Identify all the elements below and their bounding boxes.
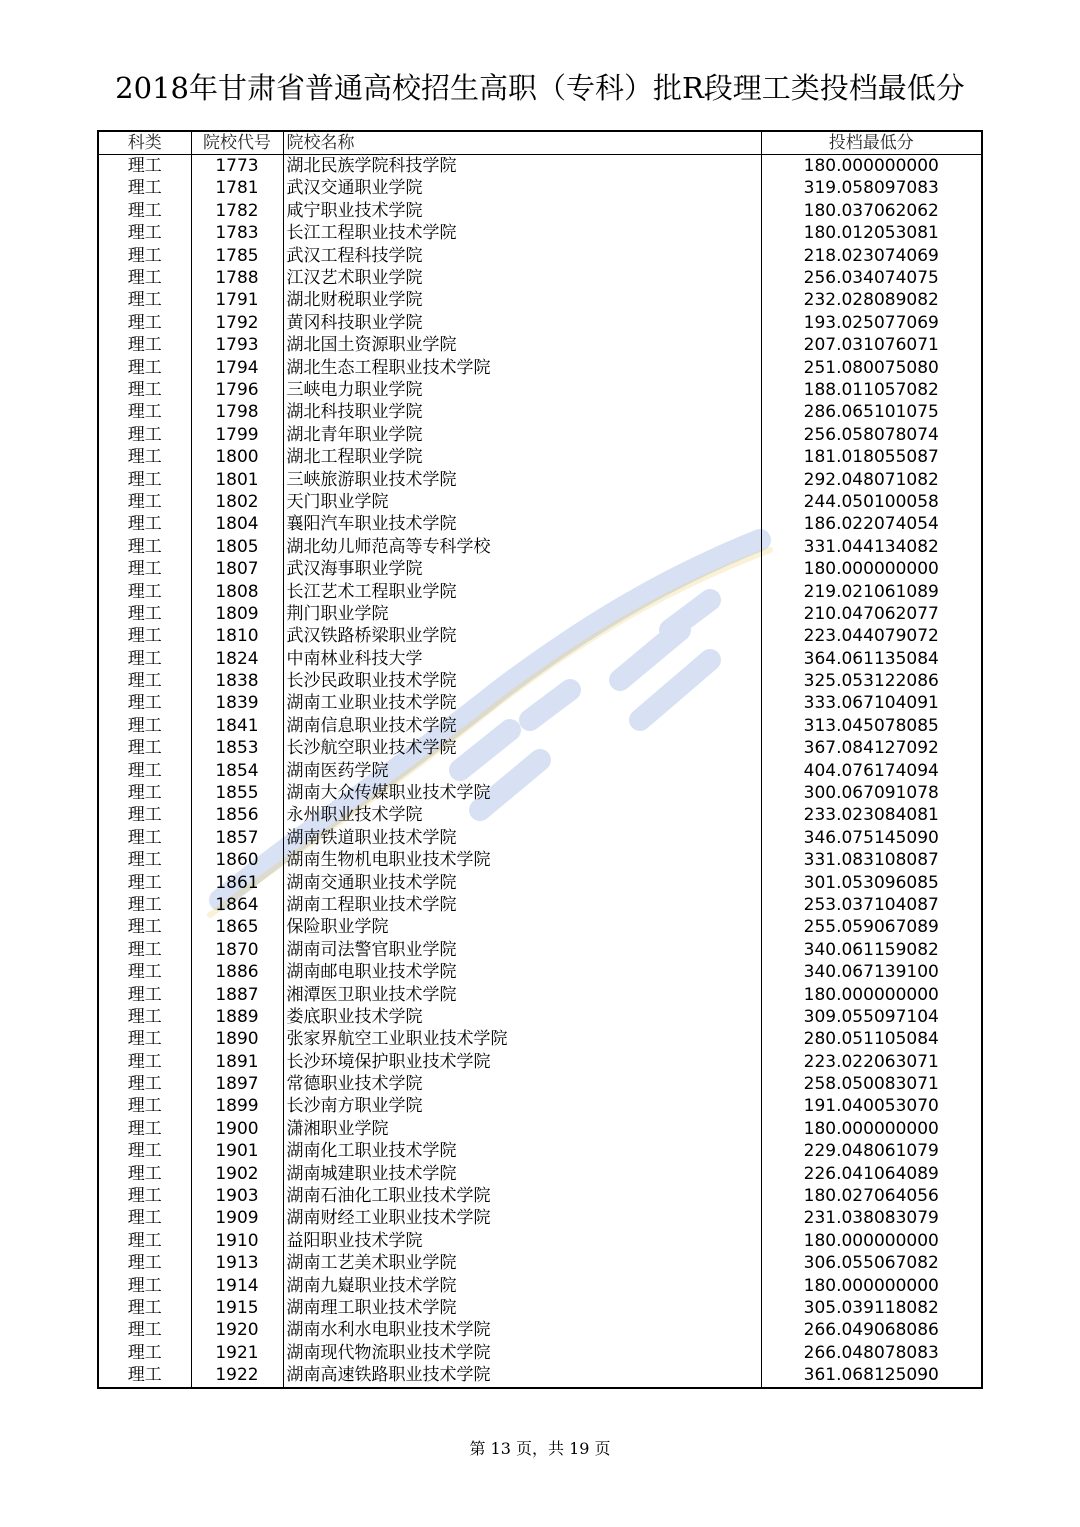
min-score-cell: 325.053122086 [761,670,982,692]
category-cell: 理工 [98,155,191,178]
code-cell: 1773 [191,155,283,178]
table-row [98,1230,982,1252]
table-row [98,872,982,894]
school-name-cell: 湖南工程职业技术学院 [283,894,761,916]
table-row [98,178,982,200]
min-score-cell: 244.050100058 [761,491,982,513]
table-row [98,1342,982,1364]
school-name-cell: 湖北科技职业学院 [283,402,761,424]
school-name-cell: 咸宁职业技术学院 [283,200,761,222]
table-row [98,1163,982,1185]
category-cell: 理工 [98,626,191,648]
code-cell: 1897 [191,1073,283,1095]
category-cell: 理工 [98,357,191,379]
code-cell: 1900 [191,1118,283,1140]
table-row [98,312,982,334]
min-score-cell: 181.018055087 [761,446,982,468]
table-row [98,1141,982,1163]
category-cell: 理工 [98,200,191,222]
code-cell: 1785 [191,245,283,267]
school-name-cell: 娄底职业技术学院 [283,1006,761,1028]
code-cell: 1915 [191,1297,283,1319]
category-cell: 理工 [98,1208,191,1230]
min-score-cell: 256.034074075 [761,267,982,289]
code-cell: 1864 [191,894,283,916]
school-name-cell: 湖南城建职业技术学院 [283,1163,761,1185]
code-cell: 1781 [191,178,283,200]
category-cell: 理工 [98,1297,191,1319]
min-score-cell: 266.048078083 [761,1342,982,1364]
table-row [98,223,982,245]
min-score-cell: 286.065101075 [761,402,982,424]
code-cell: 1861 [191,872,283,894]
code-cell: 1805 [191,536,283,558]
code-cell: 1782 [191,200,283,222]
category-cell: 理工 [98,603,191,625]
table-row [98,581,982,603]
table-row [98,1253,982,1275]
table-row [98,894,982,916]
min-score-cell: 210.047062077 [761,603,982,625]
min-score-cell: 305.039118082 [761,1297,982,1319]
category-cell: 理工 [98,402,191,424]
min-score-cell: 180.000000000 [761,1230,982,1252]
category-cell: 理工 [98,335,191,357]
table-row [98,357,982,379]
min-score-cell: 340.061159082 [761,939,982,961]
table-row [98,491,982,513]
code-cell: 1921 [191,1342,283,1364]
table-row [98,648,982,670]
school-name-cell: 湖南大众传媒职业技术学院 [283,782,761,804]
table-row [98,670,982,692]
category-cell: 理工 [98,1051,191,1073]
min-score-cell: 232.028089082 [761,290,982,312]
code-cell: 1791 [191,290,283,312]
school-name-cell: 湖南信息职业技术学院 [283,715,761,737]
school-name-cell: 三峡电力职业学院 [283,379,761,401]
category-cell: 理工 [98,223,191,245]
min-score-cell: 223.044079072 [761,626,982,648]
table-row [98,760,982,782]
min-score-cell: 266.049068086 [761,1320,982,1342]
category-cell: 理工 [98,939,191,961]
school-name-cell: 长江工程职业技术学院 [283,223,761,245]
min-score-cell: 180.027064056 [761,1185,982,1207]
code-cell: 1891 [191,1051,283,1073]
table-row [98,782,982,804]
category-cell: 理工 [98,1096,191,1118]
code-cell: 1800 [191,446,283,468]
school-name-cell: 湖南铁道职业技术学院 [283,827,761,849]
code-cell: 1903 [191,1185,283,1207]
category-cell: 理工 [98,1118,191,1140]
header-min-score: 投档最低分 [761,131,982,155]
school-name-cell: 张家界航空工业职业技术学院 [283,1029,761,1051]
min-score-cell: 255.059067089 [761,917,982,939]
page-footer: 第 13 页，共 19 页 [469,1439,611,1458]
min-score-cell: 346.075145090 [761,827,982,849]
category-cell: 理工 [98,850,191,872]
code-cell: 1914 [191,1275,283,1297]
code-cell: 1809 [191,603,283,625]
table-row [98,1364,982,1387]
table-row [98,155,982,178]
min-score-cell: 404.076174094 [761,760,982,782]
category-cell: 理工 [98,1364,191,1387]
school-name-cell: 武汉海事职业学院 [283,558,761,580]
table-row [98,558,982,580]
min-score-cell: 180.000000000 [761,1275,982,1297]
table-row [98,850,982,872]
school-name-cell: 湘潭医卫职业技术学院 [283,984,761,1006]
code-cell: 1856 [191,805,283,827]
school-name-cell: 湖南化工职业技术学院 [283,1141,761,1163]
table-row [98,200,982,222]
school-name-cell: 湖南医药学院 [283,760,761,782]
table-row [98,917,982,939]
code-cell: 1798 [191,402,283,424]
code-cell: 1887 [191,984,283,1006]
min-score-cell: 280.051105084 [761,1029,982,1051]
code-cell: 1841 [191,715,283,737]
table-row [98,715,982,737]
code-cell: 1870 [191,939,283,961]
school-name-cell: 湖南石油化工职业技术学院 [283,1185,761,1207]
school-name-cell: 三峡旅游职业技术学院 [283,469,761,491]
school-name-cell: 湖南工艺美术职业学院 [283,1253,761,1275]
header-school-name: 院校名称 [283,131,761,155]
min-score-cell: 180.012053081 [761,223,982,245]
table-row [98,1297,982,1319]
table-row [98,1006,982,1028]
school-name-cell: 潇湘职业学院 [283,1118,761,1140]
school-name-cell: 湖北幼儿师范高等专科学校 [283,536,761,558]
results-table [97,130,983,1389]
category-cell: 理工 [98,648,191,670]
school-name-cell: 武汉交通职业学院 [283,178,761,200]
code-cell: 1853 [191,738,283,760]
min-score-cell: 191.040053070 [761,1096,982,1118]
table-row [98,984,982,1006]
table-row [98,1096,982,1118]
school-name-cell: 长沙南方职业学院 [283,1096,761,1118]
table-row [98,1275,982,1297]
school-name-cell: 长江艺术工程职业学院 [283,581,761,603]
school-name-cell: 湖北工程职业学院 [283,446,761,468]
min-score-cell: 231.038083079 [761,1208,982,1230]
category-cell: 理工 [98,1230,191,1252]
category-cell: 理工 [98,1163,191,1185]
code-cell: 1793 [191,335,283,357]
code-cell: 1839 [191,693,283,715]
school-name-cell: 天门职业学院 [283,491,761,513]
code-cell: 1889 [191,1006,283,1028]
table-row [98,693,982,715]
category-cell: 理工 [98,827,191,849]
school-name-cell: 湖南生物机电职业技术学院 [283,850,761,872]
code-cell: 1783 [191,223,283,245]
category-cell: 理工 [98,558,191,580]
category-cell: 理工 [98,917,191,939]
school-name-cell: 湖北国土资源职业学院 [283,335,761,357]
school-name-cell: 湖南邮电职业技术学院 [283,961,761,983]
category-cell: 理工 [98,1029,191,1051]
category-cell: 理工 [98,312,191,334]
min-score-cell: 319.058097083 [761,178,982,200]
code-cell: 1799 [191,424,283,446]
category-cell: 理工 [98,290,191,312]
min-score-cell: 292.048071082 [761,469,982,491]
table-row [98,245,982,267]
category-cell: 理工 [98,178,191,200]
category-cell: 理工 [98,715,191,737]
code-cell: 1913 [191,1253,283,1275]
category-cell: 理工 [98,693,191,715]
code-cell: 1792 [191,312,283,334]
school-name-cell: 湖南工业职业技术学院 [283,693,761,715]
code-cell: 1794 [191,357,283,379]
school-name-cell: 湖北财税职业学院 [283,290,761,312]
min-score-cell: 188.011057082 [761,379,982,401]
table-row [98,603,982,625]
category-cell: 理工 [98,1275,191,1297]
table-row [98,267,982,289]
code-cell: 1860 [191,850,283,872]
page-title: 2018年甘肃省普通高校招生高职（专科）批R段理工类投档最低分 [115,71,965,105]
category-cell: 理工 [98,805,191,827]
school-name-cell: 保险职业学院 [283,917,761,939]
school-name-cell: 湖南司法警官职业学院 [283,939,761,961]
code-cell: 1899 [191,1096,283,1118]
code-cell: 1865 [191,917,283,939]
category-cell: 理工 [98,872,191,894]
min-score-cell: 193.025077069 [761,312,982,334]
category-cell: 理工 [98,1073,191,1095]
table-row [98,805,982,827]
category-cell: 理工 [98,267,191,289]
school-name-cell: 常德职业技术学院 [283,1073,761,1095]
min-score-cell: 340.067139100 [761,961,982,983]
code-cell: 1922 [191,1364,283,1387]
code-cell: 1890 [191,1029,283,1051]
table-row [98,1118,982,1140]
category-cell: 理工 [98,581,191,603]
category-cell: 理工 [98,670,191,692]
header-code: 院校代号 [191,131,283,155]
code-cell: 1901 [191,1141,283,1163]
school-name-cell: 湖北生态工程职业技术学院 [283,357,761,379]
table-row [98,446,982,468]
min-score-cell: 331.083108087 [761,850,982,872]
school-name-cell: 武汉工程科技学院 [283,245,761,267]
min-score-cell: 226.041064089 [761,1163,982,1185]
min-score-cell: 180.037062062 [761,200,982,222]
min-score-cell: 233.023084081 [761,805,982,827]
school-name-cell: 湖南理工职业技术学院 [283,1297,761,1319]
school-name-cell: 长沙民政职业技术学院 [283,670,761,692]
min-score-cell: 300.067091078 [761,782,982,804]
category-cell: 理工 [98,536,191,558]
category-cell: 理工 [98,424,191,446]
min-score-cell: 309.055097104 [761,1006,982,1028]
table-row [98,939,982,961]
school-name-cell: 湖南财经工业职业技术学院 [283,1208,761,1230]
category-cell: 理工 [98,1185,191,1207]
table-row [98,738,982,760]
table-row [98,335,982,357]
table-row [98,424,982,446]
min-score-cell: 229.048061079 [761,1141,982,1163]
code-cell: 1838 [191,670,283,692]
min-score-cell: 258.050083071 [761,1073,982,1095]
school-name-cell: 长沙环境保护职业技术学院 [283,1051,761,1073]
code-cell: 1855 [191,782,283,804]
min-score-cell: 180.000000000 [761,984,982,1006]
table-body [98,155,982,1388]
table-row [98,1320,982,1342]
code-cell: 1801 [191,469,283,491]
min-score-cell: 218.023074069 [761,245,982,267]
code-cell: 1886 [191,961,283,983]
category-cell: 理工 [98,1141,191,1163]
table-row [98,1051,982,1073]
school-name-cell: 襄阳汽车职业技术学院 [283,514,761,536]
min-score-cell: 367.084127092 [761,738,982,760]
header-category: 科类 [98,131,191,155]
table-row [98,514,982,536]
category-cell: 理工 [98,894,191,916]
school-name-cell: 江汉艺术职业学院 [283,267,761,289]
category-cell: 理工 [98,961,191,983]
category-cell: 理工 [98,1320,191,1342]
code-cell: 1854 [191,760,283,782]
school-name-cell: 湖北民族学院科技学院 [283,155,761,178]
school-name-cell: 益阳职业技术学院 [283,1230,761,1252]
code-cell: 1909 [191,1208,283,1230]
code-cell: 1788 [191,267,283,289]
code-cell: 1796 [191,379,283,401]
min-score-cell: 313.045078085 [761,715,982,737]
min-score-cell: 207.031076071 [761,335,982,357]
school-name-cell: 黄冈科技职业学院 [283,312,761,334]
table-row [98,379,982,401]
school-name-cell: 湖南交通职业技术学院 [283,872,761,894]
table-row [98,827,982,849]
code-cell: 1810 [191,626,283,648]
min-score-cell: 219.021061089 [761,581,982,603]
table-row [98,1208,982,1230]
min-score-cell: 333.067104091 [761,693,982,715]
code-cell: 1902 [191,1163,283,1185]
min-score-cell: 251.080075080 [761,357,982,379]
category-cell: 理工 [98,491,191,513]
min-score-cell: 331.044134082 [761,536,982,558]
category-cell: 理工 [98,984,191,1006]
category-cell: 理工 [98,469,191,491]
code-cell: 1804 [191,514,283,536]
category-cell: 理工 [98,446,191,468]
min-score-cell: 306.055067082 [761,1253,982,1275]
min-score-cell: 301.053096085 [761,872,982,894]
table-row [98,290,982,312]
min-score-cell: 180.000000000 [761,558,982,580]
table-row [98,469,982,491]
category-cell: 理工 [98,514,191,536]
code-cell: 1807 [191,558,283,580]
school-name-cell: 湖南现代物流职业技术学院 [283,1342,761,1364]
school-name-cell: 长沙航空职业技术学院 [283,738,761,760]
category-cell: 理工 [98,782,191,804]
code-cell: 1808 [191,581,283,603]
code-cell: 1802 [191,491,283,513]
category-cell: 理工 [98,379,191,401]
school-name-cell: 湖北青年职业学院 [283,424,761,446]
min-score-cell: 253.037104087 [761,894,982,916]
table-row [98,536,982,558]
category-cell: 理工 [98,1253,191,1275]
min-score-cell: 361.068125090 [761,1364,982,1387]
school-name-cell: 湖南九嶷职业技术学院 [283,1275,761,1297]
min-score-cell: 180.000000000 [761,155,982,178]
school-name-cell: 永州职业技术学院 [283,805,761,827]
table-row [98,1029,982,1051]
min-score-cell: 256.058078074 [761,424,982,446]
table-row [98,626,982,648]
category-cell: 理工 [98,1006,191,1028]
code-cell: 1824 [191,648,283,670]
table-row [98,402,982,424]
min-score-cell: 186.022074054 [761,514,982,536]
table-row [98,961,982,983]
code-cell: 1857 [191,827,283,849]
code-cell: 1910 [191,1230,283,1252]
table-row [98,1185,982,1207]
school-name-cell: 湖南水利水电职业技术学院 [283,1320,761,1342]
table-row [98,1073,982,1095]
min-score-cell: 223.022063071 [761,1051,982,1073]
min-score-cell: 180.000000000 [761,1118,982,1140]
category-cell: 理工 [98,1342,191,1364]
school-name-cell: 武汉铁路桥梁职业学院 [283,626,761,648]
school-name-cell: 荆门职业学院 [283,603,761,625]
table-header-row [98,131,982,155]
category-cell: 理工 [98,245,191,267]
code-cell: 1920 [191,1320,283,1342]
category-cell: 理工 [98,760,191,782]
school-name-cell: 中南林业科技大学 [283,648,761,670]
min-score-cell: 364.061135084 [761,648,982,670]
category-cell: 理工 [98,738,191,760]
school-name-cell: 湖南高速铁路职业技术学院 [283,1364,761,1387]
